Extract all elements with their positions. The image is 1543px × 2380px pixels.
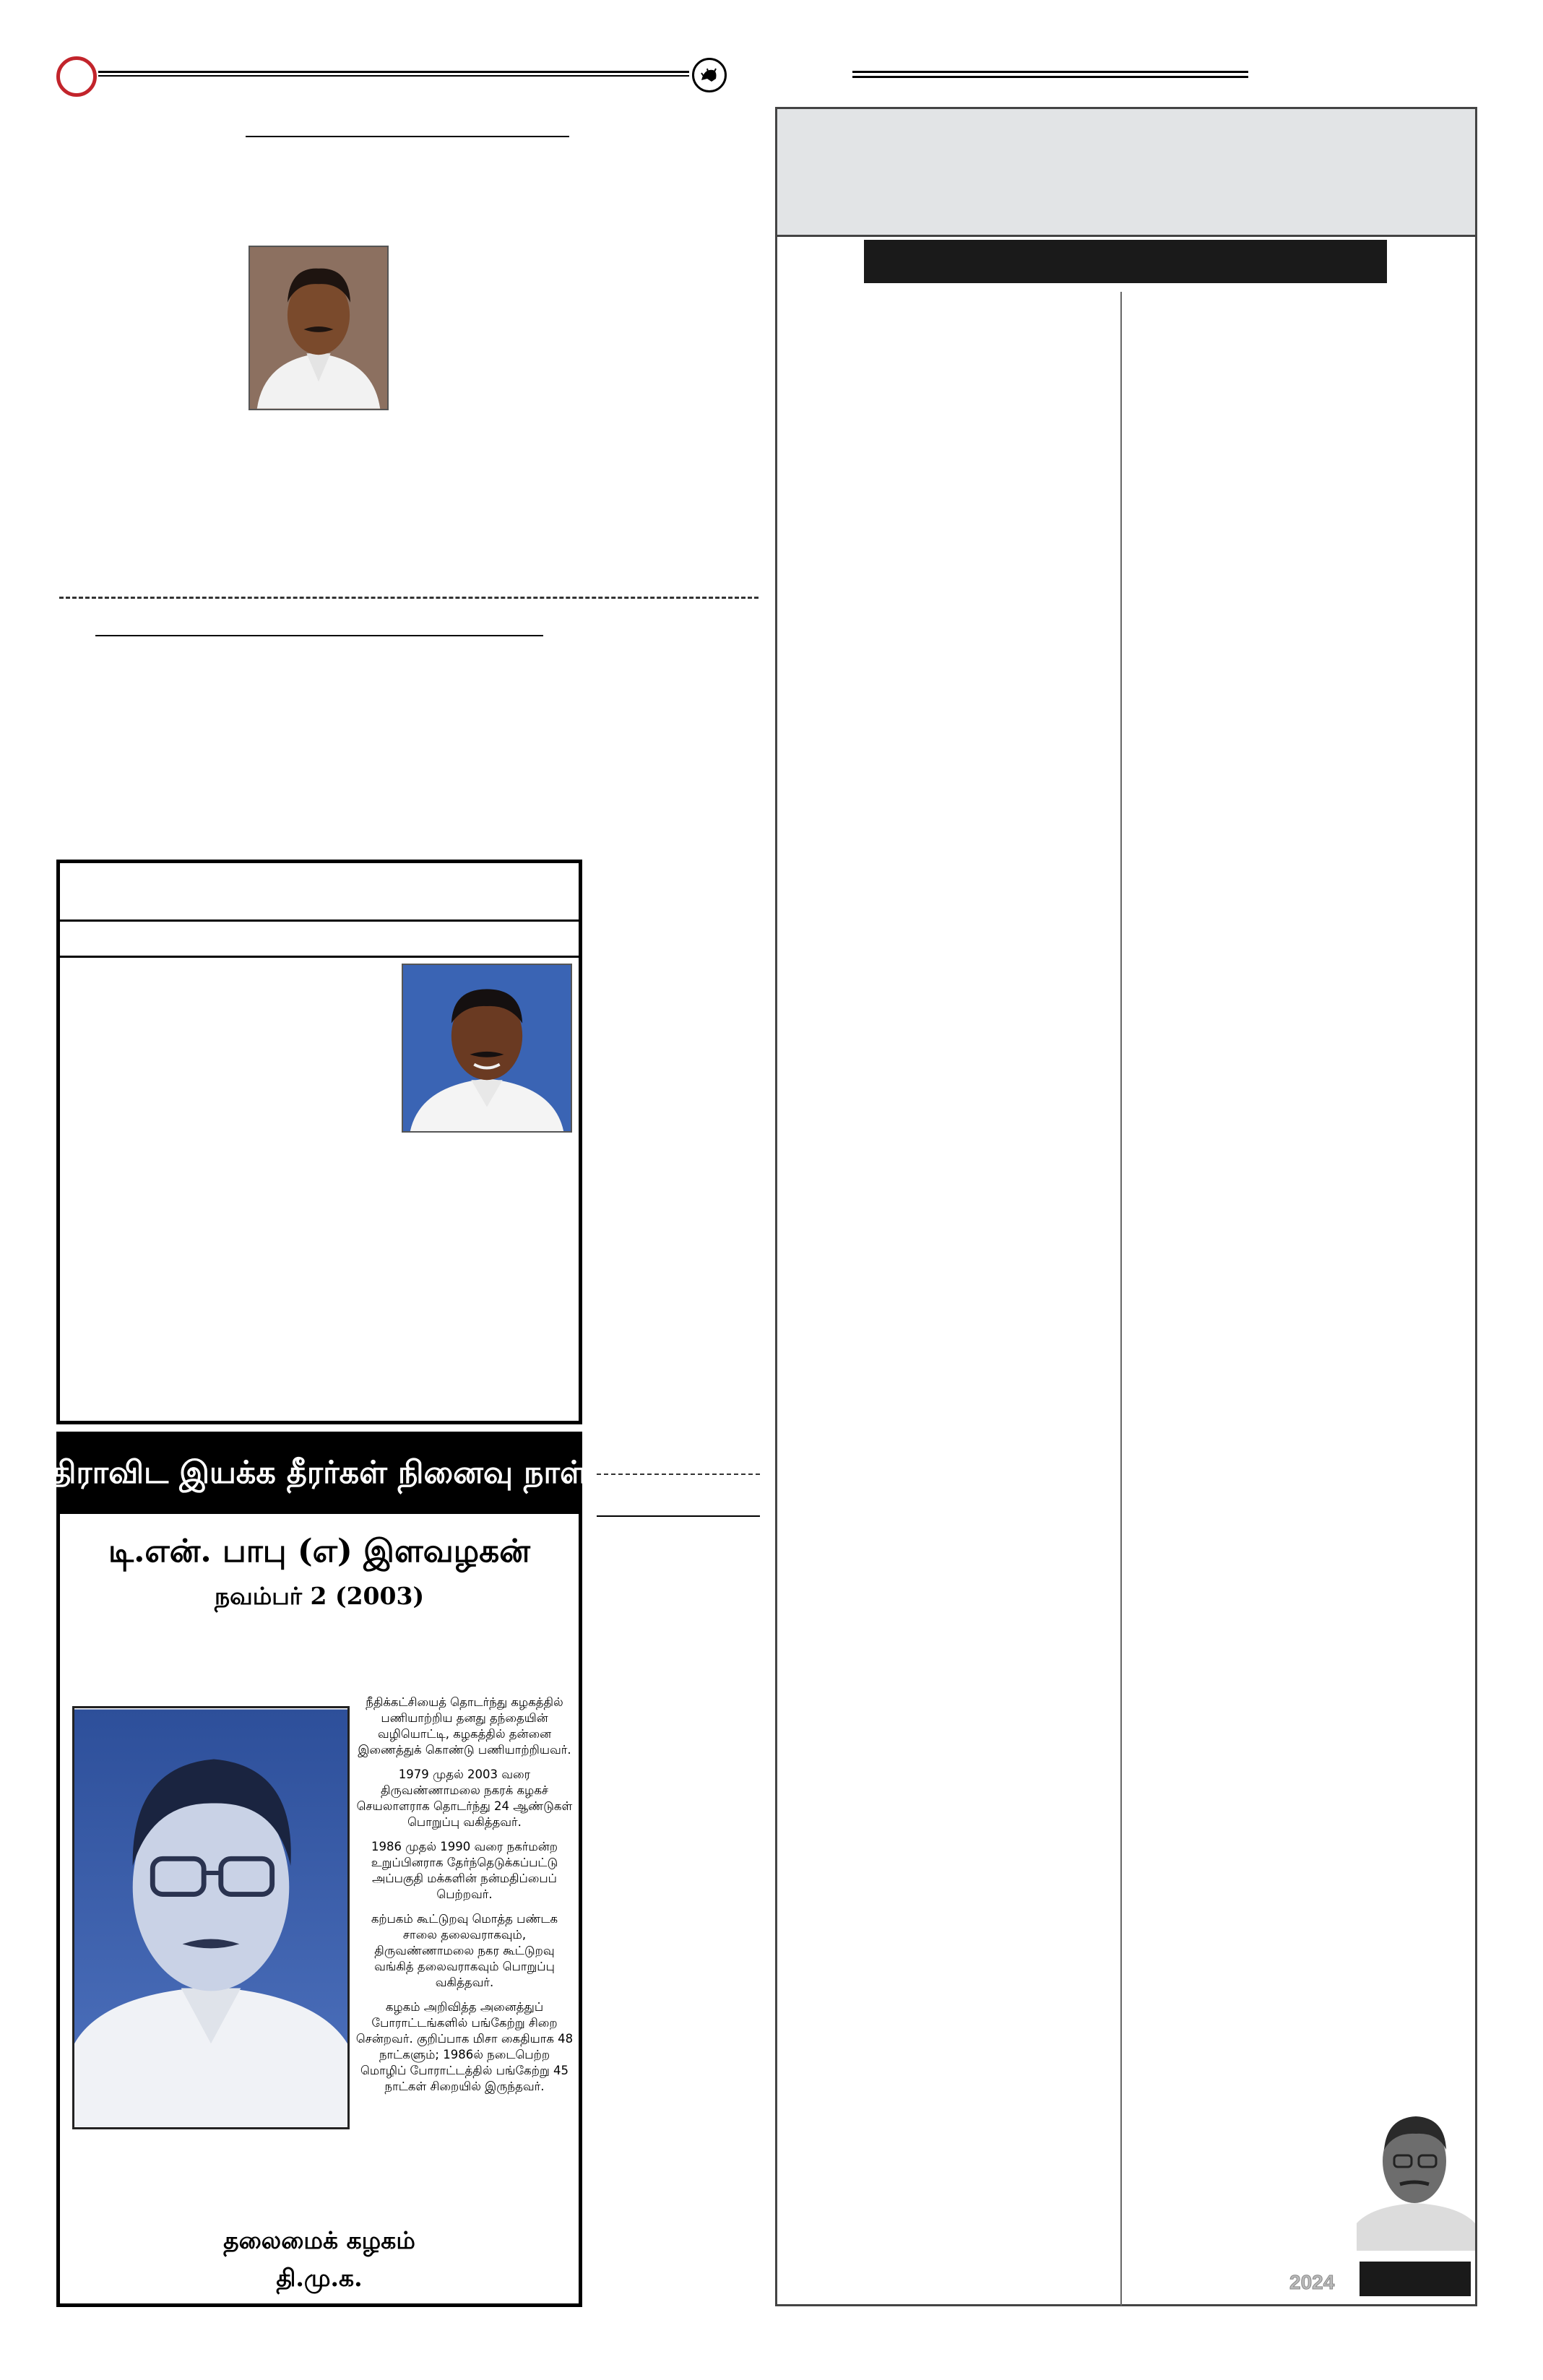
- leader-portrait-2: [402, 964, 572, 1133]
- memorial-party: தி.மு.க.: [276, 2264, 363, 2292]
- bio-paragraph: 1979 முதல் 2003 வரை திருவண்ணாமலை நகரக் கழகச் செயலாளராக தொடர்ந்து 24 ஆண்டுகள் பொறுப்பு வகித்தவர்.: [356, 1767, 573, 1829]
- memorial-person-name: டி.என். பாபு (எ) இளவழகன்: [108, 1533, 530, 1570]
- column-divider-dashed: [597, 1474, 760, 1475]
- right-column-panel: [775, 107, 1477, 2306]
- section-divider: [59, 597, 758, 599]
- issue-year: 2024: [1289, 2271, 1335, 2293]
- box-divider-2: [59, 956, 579, 958]
- right-column-divider: [1120, 292, 1122, 2306]
- right-column-header: [775, 107, 1477, 237]
- party-logo-icon: [56, 56, 97, 97]
- memorial-portrait: [72, 1706, 350, 2129]
- leader-portrait-1: [248, 246, 389, 410]
- header-rule: [98, 71, 689, 77]
- right-column-title-band: [864, 240, 1387, 283]
- boxed-article: [56, 860, 582, 1424]
- column-divider-rule: [597, 1515, 760, 1517]
- year-band: [1360, 2262, 1471, 2296]
- right-header-rule: [852, 71, 1248, 78]
- memorial-biography: [355, 1695, 574, 2103]
- bio-paragraph: கழகம் அறிவித்த அனைத்துப் போராட்டங்களில் பங்கேற்று சிறை சென்றவர். குறிப்பாக மிசா கைதியாக 48 நாட்களும்; 1986ல் நடைபெற்ற மொழிப் போராட்டத்தில் பங்கேற்று 45 நாட்கள் சிறையில் இருந்தவர்.: [355, 2000, 574, 2093]
- article-title-rule: [246, 136, 569, 137]
- bio-paragraph: 1986 முதல் 1990 வரை நகர்மன்ற உறுப்பினராக தேர்ந்தெடுக்கப்பட்டு அப்பகுதி மக்களின் நன்மதிப்பைப் பெற்றவர்.: [371, 1840, 558, 1901]
- columnist-portrait: [1357, 2099, 1475, 2251]
- memorial-heading: திராவிட இயக்க தீரர்கள் நினைவு நாள்: [59, 1435, 579, 1514]
- memorial-date: நவம்பர் 2 (2003): [214, 1582, 425, 1610]
- article-title-rule-2: [95, 635, 543, 636]
- bio-paragraph: நீதிக்கட்சியைத் தொடர்ந்து கழகத்தில் பணியாற்றிய தனது தந்தையின் வழியொட்டி, கழகத்தில் தன்னை இணைத்துக் கொண்டு பணியாற்றியவர்.: [358, 1695, 571, 1757]
- rising-sun-emblem-icon: [692, 58, 727, 92]
- memorial-issuer: தலைமைக் கழகம்: [223, 2226, 415, 2254]
- bio-paragraph: கற்பகம் கூட்டுறவு மொத்த பண்டக சாலை தலைவராகவும், திருவண்ணாமலை நகர கூட்டுறவு வங்கித் தலைவராகவும் பொறுப்பு வகித்தவர்.: [371, 1912, 558, 1989]
- box-divider-1: [59, 919, 579, 922]
